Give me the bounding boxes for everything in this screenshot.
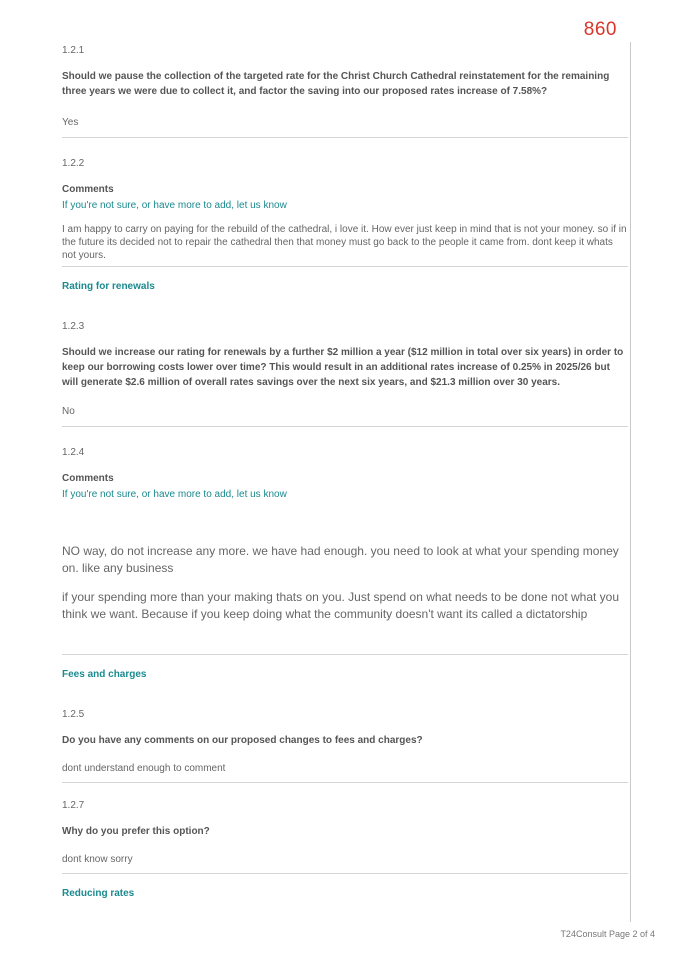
answer-paragraph: if your spending more than your making thats on you. Just spend on what needs to be done not what you think we want. Because if you keep doing what the community doesn't want its called a dictatorship [62, 590, 620, 621]
answer-text: No [62, 406, 75, 417]
divider [62, 426, 628, 427]
question-text: Why do you prefer this option? [62, 826, 210, 837]
question-number: 1.2.2 [62, 158, 85, 169]
question-hint: If you're not sure, or have more to add, let us know [62, 489, 287, 500]
page-number: 860 [583, 19, 617, 40]
answer-text: dont understand enough to comment [62, 763, 226, 774]
answer-text: dont know sorry [62, 854, 133, 865]
divider [62, 266, 628, 267]
divider [62, 137, 628, 138]
answer-text: I am happy to carry on paying for the rebuild of the cathedral, i love it. How ever just keep in mind that is not your money. so if in the future its decided not to repair the cathedral then that money must go back to the people it came from. dont keep it whats not yours. [62, 224, 627, 261]
question-number: 1.2.5 [62, 709, 85, 720]
section-heading-reducing-rates: Reducing rates [62, 888, 135, 899]
question-hint: If you're not sure, or have more to add, let us know [62, 200, 287, 211]
question-block-1-2-4 [62, 447, 628, 623]
question-text: Should we pause the collection of the targeted rate for the Christ Church Cathedral reinstatement for the remaining three years we were due to collect it, and factor the saving into our proposed rates increase of 7.58%? [62, 71, 610, 97]
question-number: 1.2.1 [62, 45, 85, 56]
divider [62, 782, 628, 783]
question-block-1-2-7 [62, 800, 628, 866]
question-block-1-2-3 [62, 321, 628, 418]
question-block-1-2-2 [62, 158, 628, 262]
answer-text: Yes [62, 117, 79, 128]
right-margin-rule [630, 42, 631, 922]
section-heading-renewals: Rating for renewals [62, 281, 155, 292]
page-footer: T24Consult Page 2 of 4 [560, 929, 655, 939]
divider [62, 873, 628, 874]
question-number: 1.2.3 [62, 321, 85, 332]
answer-paragraph: NO way, do not increase any more. we have had enough. you need to look at what your spending money on. like any business [62, 544, 619, 575]
section-heading-fees: Fees and charges [62, 669, 147, 680]
question-block-1-2-5 [62, 709, 628, 775]
question-block-1-2-1 [62, 45, 628, 129]
question-number: 1.2.4 [62, 447, 85, 458]
question-label: Comments [62, 473, 114, 484]
question-text: Do you have any comments on our proposed changes to fees and charges? [62, 735, 423, 746]
question-text: Should we increase our rating for renewals by a further $2 million a year ($12 million in total over six years) in order to keep our borrowing costs lower over time? This would result in an additional rates increase of 0.25% in 2025/26 but will generate $2.6 million of overall rates savings over the next six years, and $21.3 million over 30 years. [62, 347, 624, 388]
divider [62, 654, 628, 655]
question-number: 1.2.7 [62, 800, 85, 811]
question-label: Comments [62, 184, 114, 195]
survey-responses [62, 41, 628, 899]
